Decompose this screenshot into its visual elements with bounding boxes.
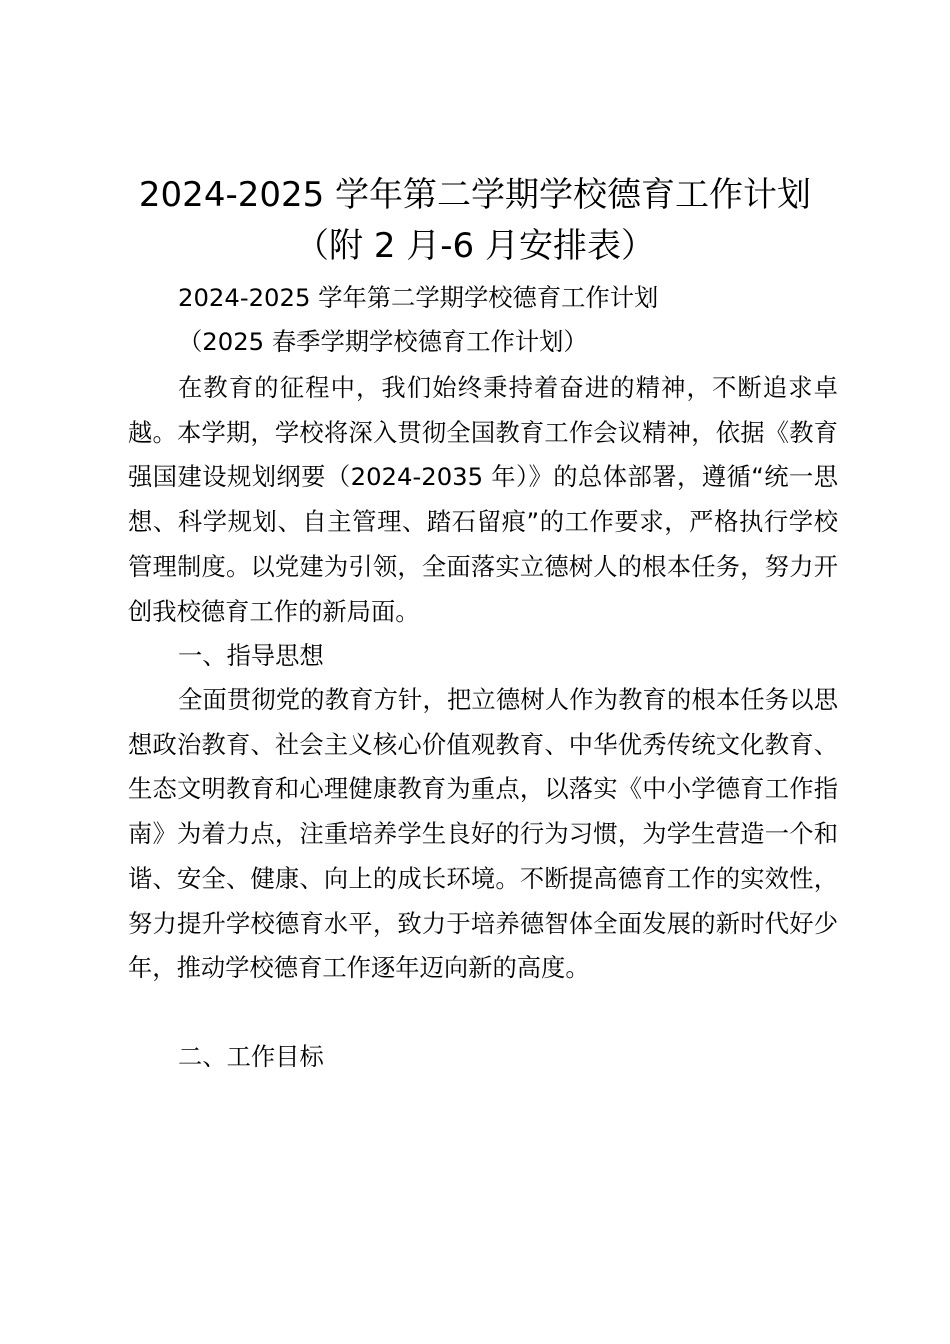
guiding-ideology-paragraph: 全面贯彻党的教育方针，把立德树人作为教育的根本任务以思想政治教育、社会主义核心价值观教育、中华优秀传统文化教育、生态文明教育和心理健康教育为重点，以落实《中小学德育工作指南》为着力点，注重培养学生良好的行为习惯，为学生营造一个和谐、安全、健康、向上的成长环境。不断提高德育工作的实效性，努力提升学校德育水平，致力于培养德智体全面发展的新时代好少年，推动学校德育工作逐年迈向新的高度。	[128, 685, 838, 983]
subtitle-alt: （2025 春季学期学校德育工作计划）	[178, 327, 588, 356]
document-title: 2024-2025 学年第二学期学校德育工作计划	[138, 175, 812, 215]
document-title-annex: （附 2 月-6 月安排表）	[295, 226, 655, 266]
subtitle: 2024-2025 学年第二学期学校德育工作计划	[178, 283, 659, 312]
section-heading-guiding-ideology: 一、指导思想	[178, 641, 324, 670]
section-heading-work-goals: 二、工作目标	[178, 1042, 324, 1071]
intro-paragraph: 在教育的征程中，我们始终秉持着奋进的精神，不断追求卓越。本学期，学校将深入贯彻全国教育工作会议精神，依据《教育强国建设规划纲要（2024-2035 年）》的总体部署，遵循“统一思想、科学规划、自主管理、踏石留痕”的工作要求，严格执行学校管理制度。以党建为引领，全面落实立德树人的根本任务，努力开创我校德育工作的新局面。	[128, 373, 838, 626]
